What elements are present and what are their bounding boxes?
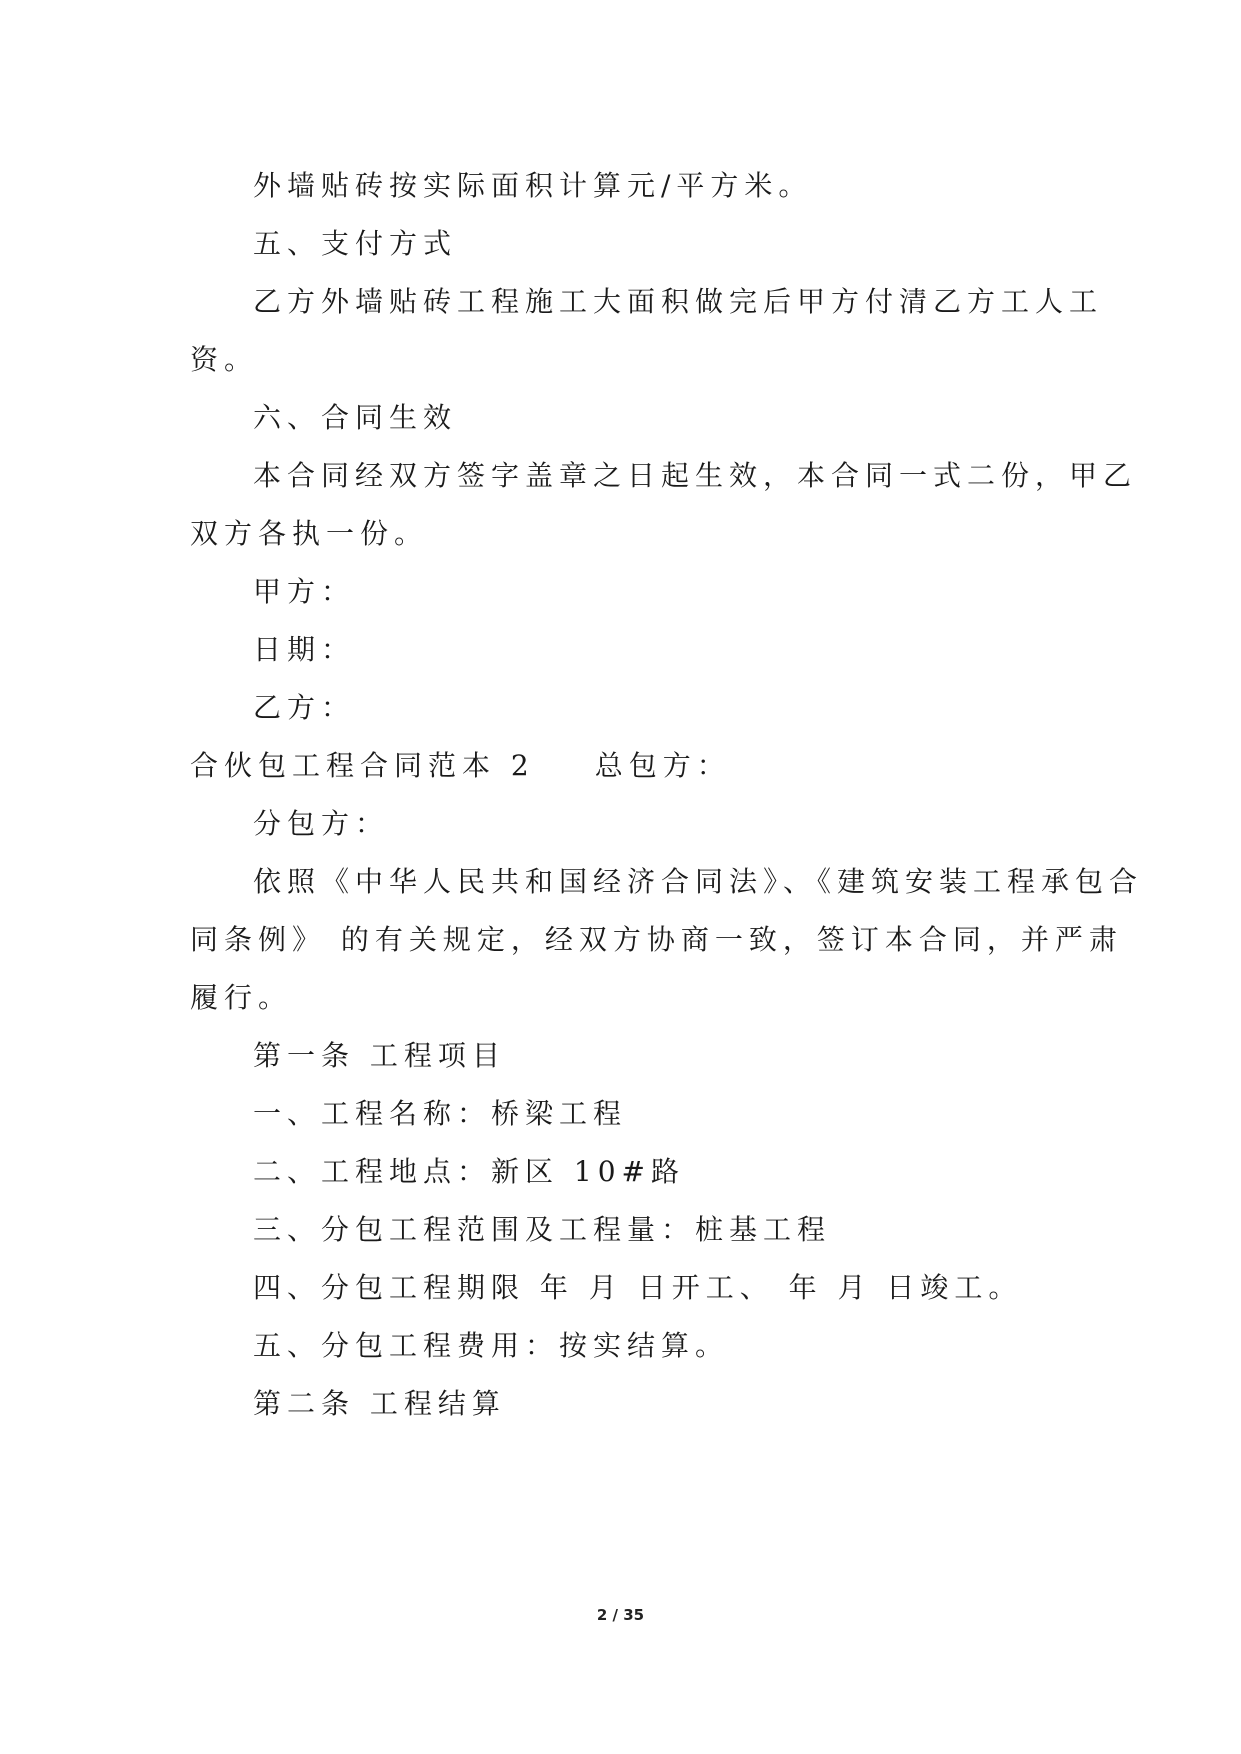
section-heading: 五、支付方式 bbox=[253, 227, 458, 260]
paragraph-line: 同条例》 的有关规定，经双方协商一致，签订本合同，并严肃 bbox=[190, 923, 1123, 956]
paragraph-line: 依照《中华人民共和国经济合同法》、《建筑安装工程承包合 bbox=[253, 865, 1144, 898]
signature-date: 日期： bbox=[253, 633, 356, 666]
paragraph-line: 外墙贴砖按实际面积计算元/平方米。 bbox=[253, 169, 813, 202]
contract-title: 合伙包工程合同范本 2 bbox=[190, 749, 535, 782]
general-contractor-label: 总包方： bbox=[594, 749, 731, 782]
list-item: 四、分包工程期限 年 月 日开工、 年 月 日竣工。 bbox=[253, 1271, 1023, 1304]
list-item: 二、工程地点：新区 10#路 bbox=[253, 1155, 685, 1188]
paragraph-line: 本合同经双方签字盖章之日起生效，本合同一式二份，甲乙 bbox=[253, 459, 1138, 492]
signature-party-a: 甲方： bbox=[253, 575, 356, 608]
article-heading: 第二条 工程结算 bbox=[253, 1387, 506, 1420]
paragraph-line: 资。 bbox=[190, 343, 259, 376]
signature-party-b: 乙方： bbox=[253, 691, 356, 724]
paragraph-line: 乙方外墙贴砖工程施工大面积做完后甲方付清乙方工人工 bbox=[253, 285, 1104, 318]
paragraph-line: 履行。 bbox=[190, 981, 293, 1014]
paragraph-line: 双方各执一份。 bbox=[190, 517, 429, 550]
list-item: 三、分包工程范围及工程量：桩基工程 bbox=[253, 1213, 832, 1246]
list-item: 五、分包工程费用：按实结算。 bbox=[253, 1329, 730, 1362]
page-number: 2 / 35 bbox=[596, 1606, 645, 1624]
article-heading: 第一条 工程项目 bbox=[253, 1039, 506, 1072]
contract-title-line bbox=[190, 748, 1050, 784]
list-item: 一、工程名称：桥梁工程 bbox=[253, 1097, 628, 1130]
subcontractor-label: 分包方： bbox=[253, 807, 390, 840]
section-heading: 六、合同生效 bbox=[253, 401, 458, 434]
